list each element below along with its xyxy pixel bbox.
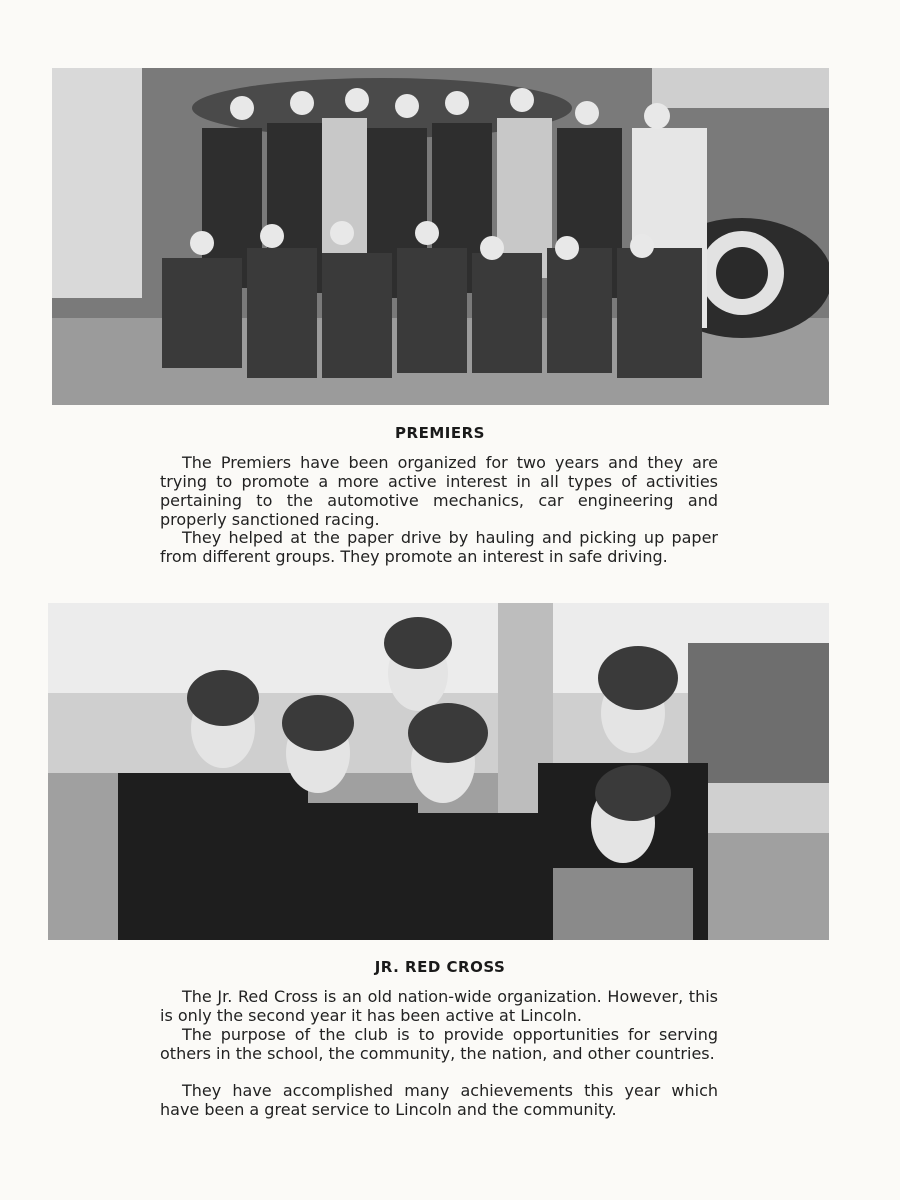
red-cross-heading: JR. RED CROSS — [374, 958, 506, 976]
red-cross-paragraph-3: They have accomplished many achievements this year which have been a great service to Lincoln and the community. — [160, 1081, 718, 1119]
premiers-group-photo — [52, 68, 829, 405]
red-cross-paragraph-1: The Jr. Red Cross is an old nation-wide organization. However, this is only the second year it has been active at Lincoln. — [160, 987, 718, 1025]
red-cross-group-photo — [48, 603, 829, 940]
red-cross-paragraph-2: The purpose of the club is to provide opportunities for serving others in the school, the community, the nation, and other countries. — [160, 1025, 718, 1063]
premiers-paragraph-2: They helped at the paper drive by hauling and picking up paper from different groups. They promote an interest in safe driving. — [160, 528, 718, 566]
premiers-heading: PREMIERS — [395, 424, 485, 442]
premiers-paragraph-1: The Premiers have been organized for two years and they are trying to promote a more active interest in all types of activities pertaining to the automotive mechanics, car engineering and properly sanctioned racing. — [160, 453, 718, 529]
